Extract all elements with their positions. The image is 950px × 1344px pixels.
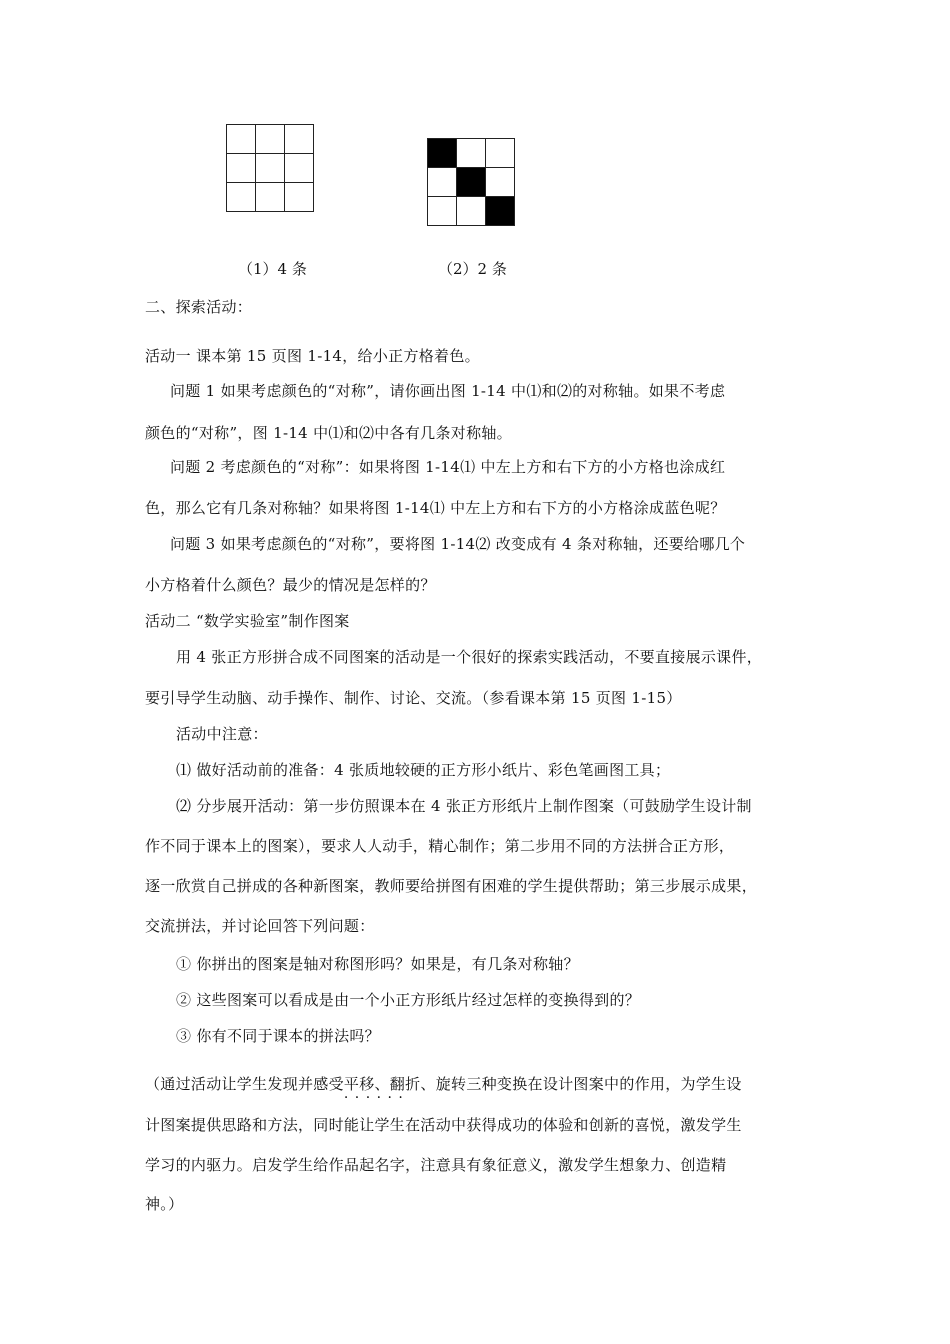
grid-cell (285, 125, 314, 154)
note-1: ⑴ 做好活动前的准备：4 张质地较硬的正方形小纸片、彩色笔画图工具； (176, 761, 671, 779)
notes-title: 活动中注意： (176, 725, 268, 743)
note-2-line2: 作不同于课本上的图案），要求人人动手，精心制作；第二步用不同的方法拼合正方形， (145, 837, 735, 855)
grid-cell (285, 183, 314, 212)
figure-caption-1: （1）4 条 (238, 260, 307, 278)
note-2-line3: 逐一欣赏自己拼成的各种新图案，教师要给拼图有困难的学生提供帮助；第三步展示成果， (145, 877, 758, 895)
grid-cell (428, 168, 457, 197)
grid-cell (285, 154, 314, 183)
grid-cell (256, 125, 285, 154)
question1-line1: 问题 1 如果考虑颜色的“对称”，请你画出图 1-14 中⑴和⑵的对称轴。如果不考虑 (170, 382, 726, 400)
note-2-line4: 交流拼法，并讨论回答下列问题： (145, 917, 375, 935)
grid-row (428, 139, 515, 168)
grid-cell (457, 139, 486, 168)
question2-line1: 问题 2 考虑颜色的“对称”：如果将图 1-14⑴ 中左上方和右下方的小方格也涂成红 (170, 458, 726, 476)
question-item-2: ② 这些图案可以看成是由一个小正方形纸片经过怎样的变换得到的？ (176, 991, 641, 1009)
grid-cell (486, 139, 515, 168)
grid-cell (256, 183, 285, 212)
grid-cell-filled (486, 197, 515, 226)
question3-line2: 小方格着什么颜色？最少的情况是怎样的？ (145, 576, 436, 594)
summary-line3: 学习的内驱力。启发学生给作品起名字，注意具有象征意义，激发学生想象力、创造精 (145, 1156, 727, 1174)
activity1-title: 活动一 课本第 15 页图 1-14，给小正方格着色。 (145, 347, 480, 365)
grid-cell (227, 183, 256, 212)
figure-caption-2: （2）2 条 (438, 260, 507, 278)
grid-cell (256, 154, 285, 183)
summary-line1-end: 三种变换在设计图案中的作用，为学生设 (466, 1075, 742, 1093)
question1-line2: 颜色的“对称”，图 1-14 中⑴和⑵中各有几条对称轴。 (145, 424, 512, 442)
figure-grid-2 (427, 138, 515, 226)
paragraph1-line2: 要引导学生动脑、动手操作、制作、讨论、交流。（参看课本第 15 页图 1-15） (145, 689, 682, 707)
activity2-title: 活动二 “数学实验室”制作图案 (145, 612, 350, 630)
grid-row (428, 168, 515, 197)
grid-cell-filled (428, 139, 457, 168)
grid-cell (457, 197, 486, 226)
summary-line1 (145, 1073, 742, 1094)
question-item-3: ③ 你有不同于课本的拼法吗？ (176, 1027, 380, 1045)
paragraph1-line1: 用 4 张正方形拼合成不同图案的活动是一个很好的探索实践活动，不要直接展示课件， (176, 648, 763, 666)
grid-row (227, 154, 314, 183)
question-item-1: ① 你拼出的图案是轴对称图形吗？如果是，有几条对称轴？ (176, 955, 579, 973)
figure-grid-1 (226, 124, 314, 212)
note-2-line1: ⑵ 分步展开活动：第一步仿照课本在 4 张正方形纸片上制作图案（可鼓励学生设计制 (176, 797, 752, 815)
grid-row (227, 183, 314, 212)
grid-cell-filled (457, 168, 486, 197)
question3-line1: 问题 3 如果考虑颜色的“对称”，要将图 1-14⑵ 改变成有 4 条对称轴，还要给哪几个 (170, 535, 746, 553)
grid-cell (227, 125, 256, 154)
emphasized-transformations: 平移、翻折、旋转 · · (344, 1075, 466, 1093)
section-title: 二、探索活动： (145, 298, 253, 316)
grid-cell (428, 197, 457, 226)
grid-cell (227, 154, 256, 183)
summary-line2: 计图案提供思路和方法，同时能让学生在活动中获得成功的体验和创新的喜悦，激发学生 (145, 1116, 742, 1134)
question2-line2: 色，那么它有几条对称轴？如果将图 1-14⑴ 中左上方和右下方的小方格涂成蓝色呢？ (145, 499, 726, 517)
grid-row (227, 125, 314, 154)
grid-row (428, 197, 515, 226)
grid-cell (486, 168, 515, 197)
summary-line1-start: （通过活动让学生发现并感受 (145, 1075, 344, 1093)
summary-line4: 神。） (145, 1195, 184, 1213)
